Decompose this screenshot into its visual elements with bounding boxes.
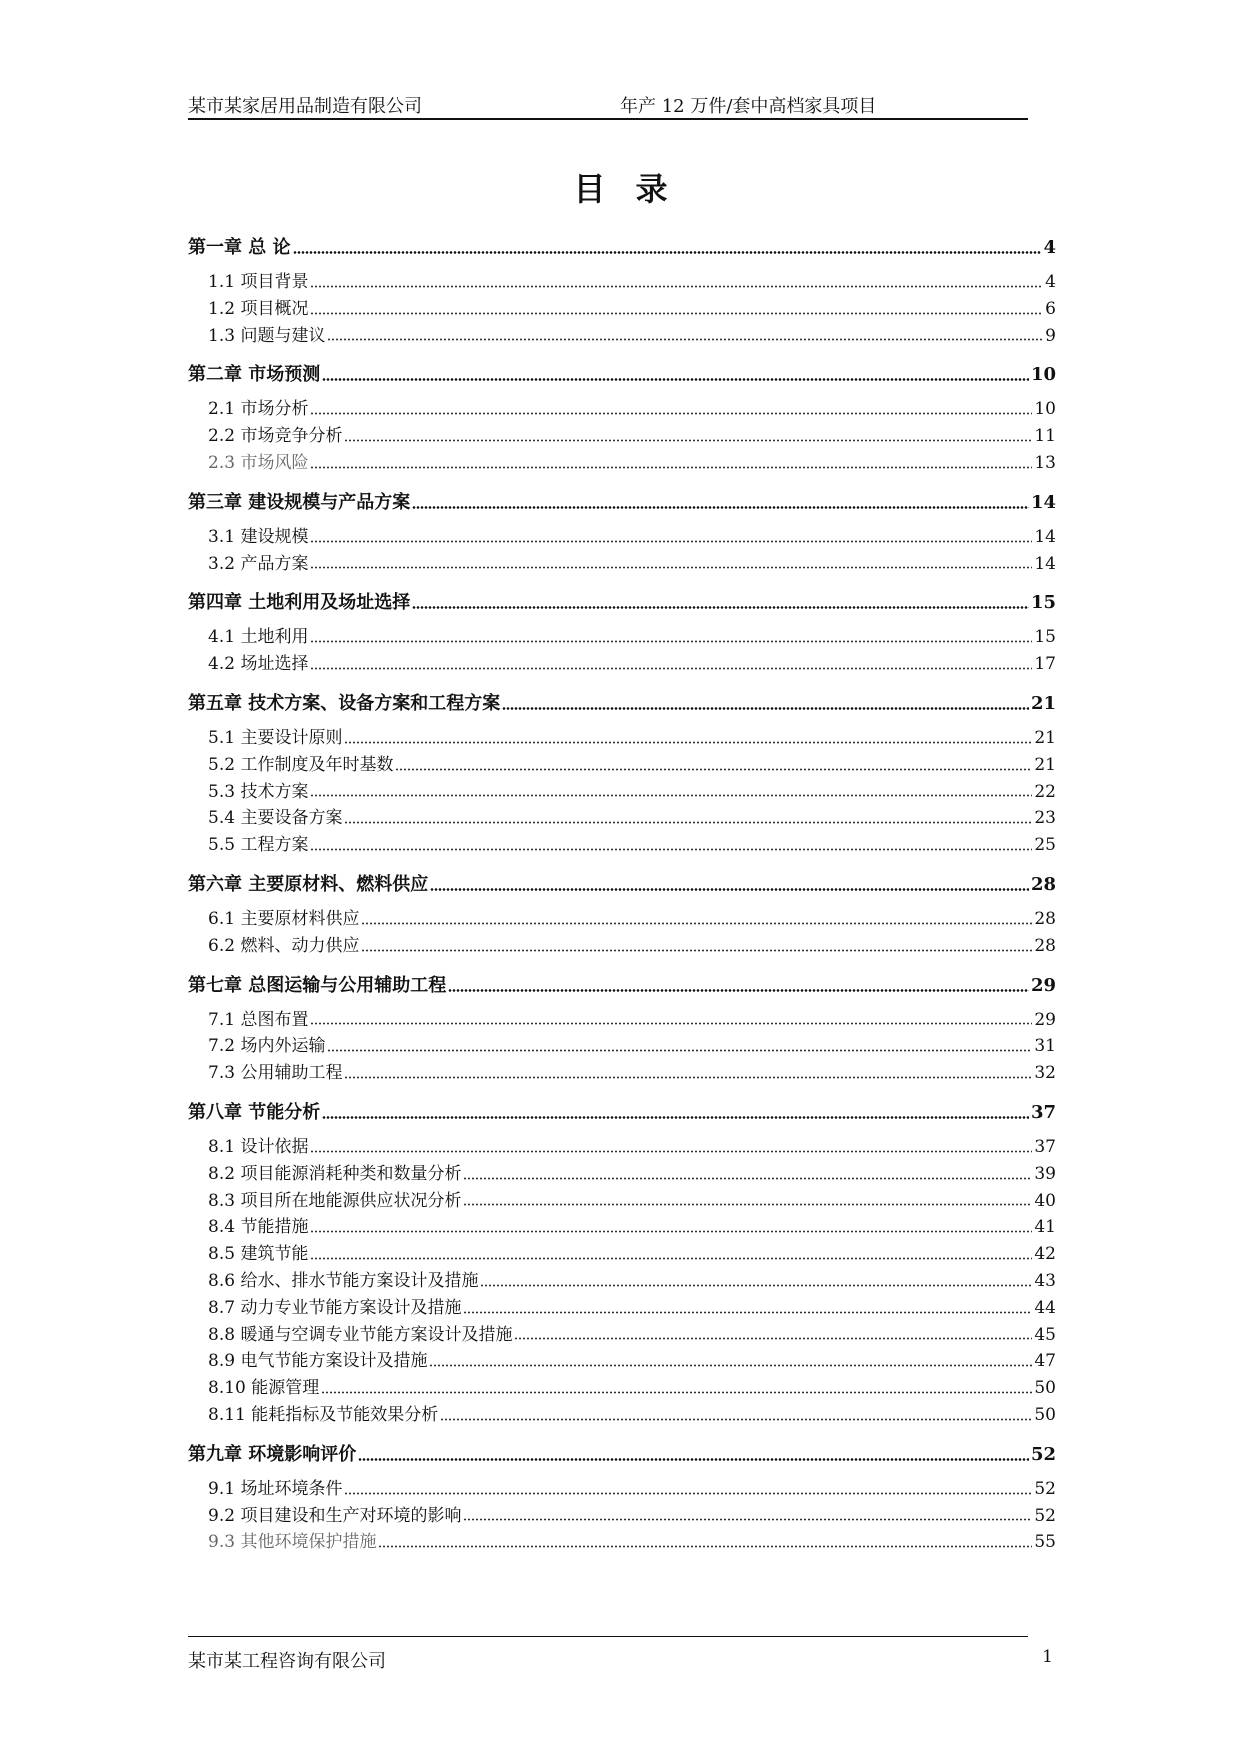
dot-leader (440, 1418, 1032, 1421)
toc-section[interactable] (188, 1293, 1056, 1320)
toc-section-page: 50 (1034, 1378, 1056, 1399)
dot-leader (310, 1257, 1032, 1260)
footer-company: 某市某工程咨询有限公司 (188, 1651, 386, 1672)
page-footer (188, 1636, 1053, 1675)
toc-section[interactable] (188, 1346, 1056, 1373)
toc-section-label: 3.2 产品方案 (208, 553, 309, 574)
toc-chapter[interactable] (188, 488, 1056, 515)
toc-section-label: 7.1 总图布置 (208, 1009, 309, 1030)
dot-leader (344, 439, 1032, 442)
toc-chapter-label: 第八章 节能分析 (188, 1101, 321, 1123)
toc-section-label: 8.8 暖通与空调专业节能方案设计及措施 (208, 1324, 513, 1345)
toc-section[interactable] (188, 830, 1056, 857)
toc-chapter-label: 第三章 建设规模与产品方案 (188, 491, 411, 513)
toc-section-label: 9.3 其他环境保护措施 (208, 1532, 377, 1553)
toc-section-page: 39 (1034, 1163, 1056, 1184)
toc-section-page: 55 (1034, 1532, 1056, 1553)
dot-leader (310, 412, 1032, 415)
toc-section-page: 9 (1045, 325, 1056, 346)
toc-section[interactable] (188, 549, 1056, 576)
dot-leader (310, 1230, 1032, 1233)
dot-leader (310, 466, 1032, 469)
toc-section[interactable] (188, 1373, 1056, 1400)
toc-section-label: 5.4 主要设备方案 (208, 808, 343, 829)
toc-section-label: 8.1 设计依据 (208, 1136, 309, 1157)
dot-leader (322, 1116, 1029, 1119)
toc-section[interactable] (188, 1527, 1056, 1554)
toc-section-page: 31 (1034, 1036, 1056, 1057)
dot-leader (310, 640, 1032, 643)
dot-leader (395, 768, 1032, 771)
toc-chapter-label: 第七章 总图运输与公用辅助工程 (188, 974, 447, 996)
toc-section[interactable] (188, 931, 1056, 958)
dot-leader (412, 506, 1029, 509)
toc-chapter[interactable] (188, 689, 1056, 716)
toc-chapter[interactable] (188, 870, 1056, 897)
toc-chapter-label: 第五章 技术方案、设备方案和工程方案 (188, 692, 501, 714)
toc-section-page: 41 (1034, 1217, 1056, 1238)
toc-section-page: 47 (1034, 1351, 1056, 1372)
toc-section-label: 8.3 项目所在地能源供应状况分析 (208, 1190, 462, 1211)
dot-leader (448, 989, 1029, 992)
toc-section[interactable] (188, 448, 1056, 475)
toc-section-label: 2.3 市场风险 (208, 452, 309, 473)
toc-section-page: 23 (1034, 808, 1056, 829)
toc-section-page: 28 (1034, 935, 1056, 956)
dot-leader (430, 888, 1029, 891)
dot-leader (358, 1458, 1029, 1461)
toc-section-page: 50 (1034, 1404, 1056, 1425)
toc-section[interactable] (188, 1212, 1056, 1239)
dot-leader (514, 1337, 1032, 1340)
toc-section-label: 1.1 项目背景 (208, 272, 309, 292)
toc-section-label: 8.10 能源管理 (208, 1378, 320, 1399)
header-company: 某市某家居用品制造有限公司 (188, 96, 422, 117)
dot-leader (310, 794, 1032, 797)
toc-section-page: 11 (1034, 426, 1056, 447)
toc-section[interactable] (188, 321, 1056, 348)
toc-section[interactable] (188, 1058, 1056, 1085)
dot-leader (310, 285, 1043, 288)
dot-leader (310, 566, 1032, 569)
toc-section[interactable] (188, 723, 1056, 750)
toc-section-label: 5.1 主要设计原则 (208, 727, 343, 748)
toc-chapter-label: 第九章 环境影响评价 (188, 1443, 357, 1465)
toc-chapter-label: 第四章 土地利用及场址选择 (188, 592, 411, 614)
toc-section-label: 1.2 项目概况 (208, 298, 309, 319)
toc-section-page: 6 (1045, 298, 1056, 319)
dot-leader (463, 1518, 1032, 1521)
toc-section[interactable] (188, 1400, 1056, 1427)
dot-leader (361, 949, 1032, 952)
toc-section-label: 7.3 公用辅助工程 (208, 1063, 343, 1084)
dot-leader (480, 1284, 1032, 1287)
toc-section-label: 1.3 问题与建议 (208, 325, 326, 346)
dot-leader (361, 922, 1032, 925)
toc-section-page: 22 (1034, 781, 1056, 802)
toc-chapter-page: 21 (1030, 692, 1056, 714)
header-project: 年产 12 万件/套中高档家具项目 (620, 96, 877, 117)
toc-section[interactable] (188, 1320, 1056, 1347)
footer-page-number: 1 (1042, 1647, 1053, 1667)
dot-leader (310, 667, 1032, 670)
dot-leader (310, 848, 1032, 851)
toc-section-label: 5.2 工作制度及年时基数 (208, 754, 394, 775)
toc-section[interactable] (188, 394, 1056, 421)
toc-section[interactable] (188, 622, 1056, 649)
toc-chapter[interactable] (188, 971, 1056, 998)
table-of-contents (188, 220, 1056, 1554)
toc-section-label: 9.1 场址环境条件 (208, 1478, 343, 1499)
toc-chapter-page: 10 (1030, 364, 1056, 386)
toc-section-page: 21 (1034, 754, 1056, 775)
toc-section-label: 4.2 场址选择 (208, 654, 309, 675)
toc-section[interactable] (188, 1239, 1056, 1266)
toc-section[interactable] (188, 904, 1056, 931)
toc-section-label: 5.3 技术方案 (208, 781, 309, 802)
toc-section-label: 6.1 主要原材料供应 (208, 908, 360, 929)
toc-section[interactable] (188, 522, 1056, 549)
toc-section-page: 28 (1034, 908, 1056, 929)
dot-leader (327, 338, 1043, 341)
toc-section-label: 3.1 建设规模 (208, 526, 309, 547)
toc-section-label: 5.5 工程方案 (208, 835, 309, 856)
toc-section-page: 25 (1034, 835, 1056, 856)
toc-section[interactable] (188, 1501, 1056, 1528)
toc-section-page: 15 (1034, 627, 1056, 648)
toc-section-page: 14 (1034, 553, 1056, 574)
toc-chapter-page: 28 (1030, 873, 1056, 895)
toc-section-label: 8.11 能耗指标及节能效果分析 (208, 1404, 439, 1425)
toc-section-page: 43 (1034, 1270, 1056, 1291)
dot-leader (378, 1545, 1032, 1548)
toc-section-label: 9.2 项目建设和生产对环境的影响 (208, 1505, 462, 1526)
toc-chapter-page: 52 (1030, 1443, 1056, 1465)
toc-chapter-page: 37 (1030, 1101, 1056, 1123)
toc-section-label: 8.6 给水、排水节能方案设计及措施 (208, 1270, 479, 1291)
dot-leader (344, 1492, 1032, 1495)
toc-section-page: 14 (1034, 526, 1056, 547)
toc-section-page: 17 (1034, 654, 1056, 675)
toc-section-page: 21 (1034, 727, 1056, 748)
toc-section[interactable] (188, 777, 1056, 804)
toc-section[interactable] (188, 421, 1056, 448)
toc-section-page: 4 (1045, 272, 1056, 292)
dot-leader (344, 1076, 1032, 1079)
toc-section-label: 8.4 节能措施 (208, 1217, 309, 1238)
toc-section-label: 4.1 土地利用 (208, 627, 309, 648)
toc-section[interactable] (188, 803, 1056, 830)
toc-section-page: 45 (1034, 1324, 1056, 1345)
toc-section[interactable] (188, 649, 1056, 676)
toc-chapter-page: 15 (1030, 592, 1056, 614)
toc-chapter-page: 29 (1030, 974, 1056, 996)
toc-section-label: 2.2 市场竞争分析 (208, 426, 343, 447)
toc-section-page: 13 (1034, 452, 1056, 473)
dot-leader (310, 1022, 1032, 1025)
toc-section[interactable] (188, 1132, 1056, 1159)
toc-section[interactable] (188, 1159, 1056, 1186)
toc-section-page: 32 (1034, 1063, 1056, 1084)
dot-leader (429, 1364, 1032, 1367)
toc-section-page: 52 (1034, 1478, 1056, 1499)
dot-leader (463, 1177, 1032, 1180)
toc-chapter-page: 14 (1030, 491, 1056, 513)
toc-chapter[interactable] (188, 1440, 1056, 1467)
page-header (188, 92, 1028, 120)
toc-section[interactable] (188, 1474, 1056, 1501)
dot-leader (412, 606, 1029, 609)
toc-chapter-page: 4 (1043, 237, 1056, 258)
toc-section-label: 8.7 动力专业节能方案设计及措施 (208, 1297, 462, 1318)
toc-chapter-label: 第六章 主要原材料、燃料供应 (188, 873, 429, 895)
toc-section[interactable] (188, 267, 1056, 294)
dot-leader (463, 1311, 1032, 1314)
toc-section[interactable] (188, 1266, 1056, 1293)
dot-leader (321, 1391, 1032, 1394)
toc-chapter[interactable] (188, 588, 1056, 615)
dot-leader (322, 378, 1029, 381)
toc-section-page: 42 (1034, 1244, 1056, 1265)
toc-section-label: 6.2 燃料、动力供应 (208, 935, 360, 956)
toc-chapter[interactable] (188, 233, 1056, 260)
toc-section-label: 8.2 项目能源消耗种类和数量分析 (208, 1163, 462, 1184)
toc-chapter-label: 第二章 市场预测 (188, 364, 321, 386)
dot-leader (327, 1049, 1032, 1052)
dot-leader (310, 1150, 1032, 1153)
toc-section-page: 52 (1034, 1505, 1056, 1526)
dot-leader (344, 741, 1032, 744)
dot-leader (310, 540, 1032, 543)
toc-section-page: 37 (1034, 1136, 1056, 1157)
dot-leader (293, 251, 1042, 254)
toc-section-page: 40 (1034, 1190, 1056, 1211)
dot-leader (463, 1203, 1032, 1206)
toc-section-label: 7.2 场内外运输 (208, 1036, 326, 1057)
toc-section-page: 10 (1034, 399, 1056, 420)
toc-section-page: 44 (1034, 1297, 1056, 1318)
toc-section[interactable] (188, 750, 1056, 777)
page-title: 目录 (573, 170, 698, 208)
toc-section-label: 8.9 电气节能方案设计及措施 (208, 1351, 428, 1372)
toc-section[interactable] (188, 1031, 1056, 1058)
dot-leader (502, 707, 1029, 710)
toc-section-page: 29 (1034, 1009, 1056, 1030)
toc-chapter-label: 第一章 总 论 (188, 237, 291, 258)
toc-section-label: 8.5 建筑节能 (208, 1244, 309, 1265)
toc-chapter[interactable] (188, 360, 1056, 387)
toc-section[interactable] (188, 1005, 1056, 1032)
toc-section[interactable] (188, 294, 1056, 321)
toc-section[interactable] (188, 1186, 1056, 1213)
dot-leader (344, 821, 1032, 824)
toc-section-label: 2.1 市场分析 (208, 399, 309, 420)
toc-chapter[interactable] (188, 1098, 1056, 1125)
dot-leader (310, 312, 1043, 315)
